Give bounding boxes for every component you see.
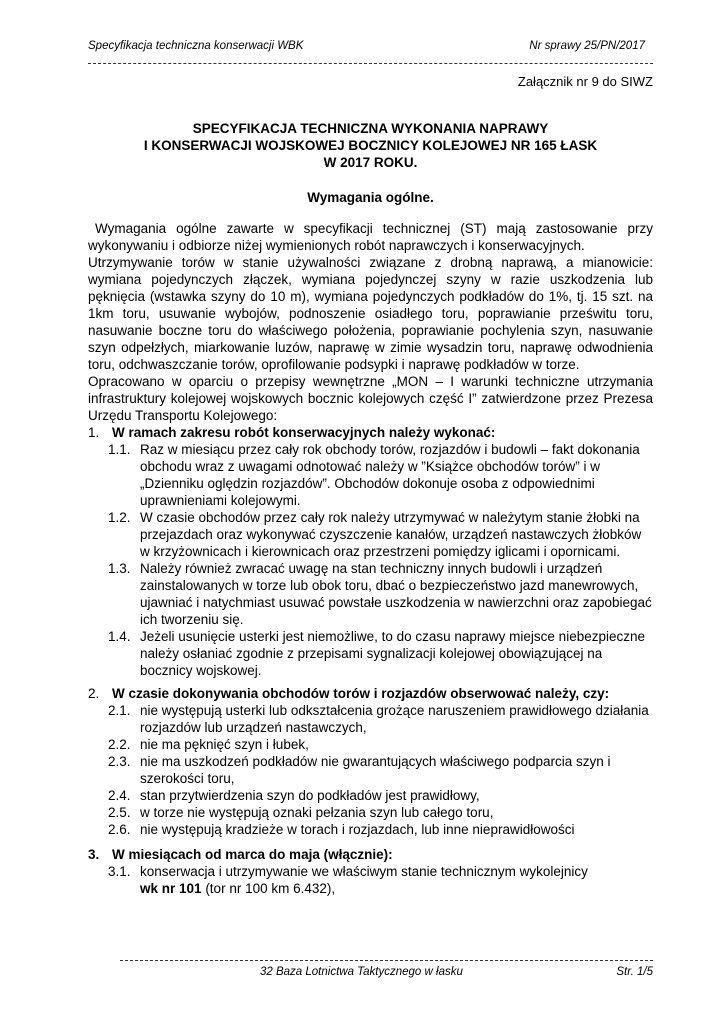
section-heading: [88, 424, 653, 441]
item-number: 1.2.: [108, 510, 131, 525]
section-items: [88, 863, 653, 897]
list-item: [88, 804, 653, 821]
item-number: 2.4.: [108, 788, 131, 803]
title-line-2: I KONSERWACJI WOJSKOWEJ BOCZNICY KOLEJOWEJ NR 165 ŁASK: [143, 138, 598, 153]
list-item: [88, 753, 653, 787]
item-number: 1.1.: [108, 442, 131, 457]
list-item: [88, 702, 653, 736]
item-text: nie ma uszkodzeń podkładów nie gwarantujących właściwego podparcia szyn i szerokości toru,: [140, 754, 611, 786]
section-heading-text: W miesiącach od marca do maja (włącznie):: [112, 847, 393, 862]
section-2: [88, 685, 653, 838]
item-number: 2.3.: [108, 754, 131, 769]
section-number: 2.: [88, 686, 100, 701]
item-text: nie ma pęknięć szyn i łubek,: [140, 737, 309, 752]
footer-page-number: Str. 1/5: [616, 966, 653, 978]
item-number: 2.5.: [108, 805, 131, 820]
document-title: [88, 120, 653, 171]
section-items: [88, 702, 653, 838]
item-text: Jeżeli usunięcie usterki jest niemożliwe, to do czasu naprawy miejsce niebezpieczne należy osłaniać zgodnie z przepisami sygnalizacji kolejowej obowiązującej na bocznicy wojskowej.: [140, 629, 645, 678]
attachment-label: Załącznik nr 9 do SIWZ: [517, 74, 653, 89]
list-item: [88, 787, 653, 804]
item-text: stan przytwierdzenia szyn do podkładów jest prawidłowy,: [140, 788, 480, 803]
item-text: Raz w miesiącu przez cały rok obchody torów, rozjazdów i budowli – fakt dokonania obchodu wraz z uwagami odnotować należy w ”Książce obchodów torów” i w „Dzienniku oględzin rozjazdów”. Obchodów dokonuje osoba z odpowiednimi uprawnieniami kolejowymi.: [140, 442, 640, 508]
item-text: W czasie obchodów przez cały rok należy utrzymywać w należytym stanie żłobki na przejazdach oraz wykonywać czyszczenie kanałów, urządzeń nastawczych żłobków w krzyżownicach i kierownicach oraz przestrzeni pomiędzy iglicami i opornicami.: [140, 510, 642, 559]
section-3: [88, 846, 653, 897]
item-text: Należy również zwracać uwagę na stan techniczny innych budowli i urządzeń zainstalowanych w torze lub obok toru, dbać o bezpieczeństwo jazd manewrowych, ujawniać i natychmiast usuwać powstałe uszkodzenia w nawierzchni oraz zapobiegać ich tworzeniu się.: [140, 561, 652, 627]
list-item: [88, 736, 653, 753]
item-text: nie występują usterki lub odkształcenia grożące naruszeniem prawidłowego działania rozjazdów lub urządzeń nastawczych,: [140, 703, 649, 735]
item-bold-label: wk nr 101: [140, 881, 202, 896]
list-item: [88, 509, 653, 560]
item-number: 3.1.: [108, 864, 131, 879]
section-subtitle: Wymagania ogólne.: [307, 190, 434, 205]
title-line-1: SPECYFIKACJA TECHNICZNA WYKONANIA NAPRAWY: [192, 121, 549, 136]
item-text: konserwacja i utrzymywanie we właściwym stanie technicznym wykolejnicy: [140, 864, 588, 879]
header-document-title: Specyfikacja techniczna konserwacji WBK: [88, 40, 304, 52]
section-heading-text: W ramach zakresu robót konserwacyjnych należy wykonać:: [112, 425, 496, 440]
list-item: [88, 863, 653, 897]
footer-organization: 32 Baza Lotnictwa Taktycznego w łasku: [260, 966, 463, 978]
section-heading: [88, 685, 653, 702]
section-items: [88, 441, 653, 679]
item-number: 2.1.: [108, 703, 131, 718]
intro-paragraph-2: Utrzymywanie torów w stanie używalności związane z drobną naprawą, a mianowicie: wymiana pojedynczych złączek, wymiana pojedynczej szyny w razie uszkodzenia lub pęknięcia (wstawka szyny do 10 m), wymiana pojedynczych podkładów do 1%, tj. 15 szt. na 1km toru, usuwanie wybojów, podnoszenie osiadłego toru, poprawianie prześwitu toru, nasuwanie boczne toru do właściwego położenia, poprawianie pochylenia szyn, nasuwanie szyn odpełzłych, miarkowanie luzów, naprawę w zimie wysadzin toru, naprawę odwodnienia toru, odchwaszczanie torów, oprofilowanie podsypki i naprawę podkładów w torze.: [88, 255, 653, 372]
list-item: [88, 628, 653, 679]
item-number: 1.4.: [108, 629, 131, 644]
section-heading: [88, 846, 653, 863]
intro-paragraph-1: Wymagania ogólne zawarte w specyfikacji technicznej (ST) mają zastosowanie przy wykonywaniu i odbiorze niżej wymienionych robót naprawczych i konserwacyjnych.: [88, 221, 653, 253]
item-number: 2.6.: [108, 822, 131, 837]
section-1: [88, 424, 653, 679]
item-number: 1.3.: [108, 561, 131, 576]
intro-paragraph-3: Opracowano w oparciu o przepisy wewnętrzne „MON – I warunki techniczne utrzymania infrastruktury kolejowej wojskowych bocznic kolejowych część I” zatwierdzone przez Prezesa Urzędu Transportu Kolejowego:: [88, 374, 653, 423]
title-line-3: W 2017 ROKU.: [323, 155, 418, 170]
section-heading-text: W czasie dokonywania obchodów torów i rozjazdów obserwować należy, czy:: [112, 686, 610, 701]
header-divider: [88, 63, 653, 64]
section-number: 1.: [88, 425, 100, 440]
item-number: 2.2.: [108, 737, 131, 752]
list-item: [88, 560, 653, 628]
section-number: 3.: [88, 847, 100, 862]
item-text: nie występują kradzieże w torach i rozjazdach, lub inne nieprawidłowości: [140, 822, 575, 837]
item-tail-text: (tor nr 100 km 6.432),: [205, 881, 336, 896]
list-item: [88, 821, 653, 838]
header-case-number: Nr sprawy 25/PN/2017: [529, 40, 645, 52]
item-text: w torze nie występują oznaki pełzania szyn lub całego toru,: [140, 805, 494, 820]
list-item: [88, 441, 653, 509]
footer-divider: [120, 960, 653, 961]
document-body: [88, 220, 653, 897]
